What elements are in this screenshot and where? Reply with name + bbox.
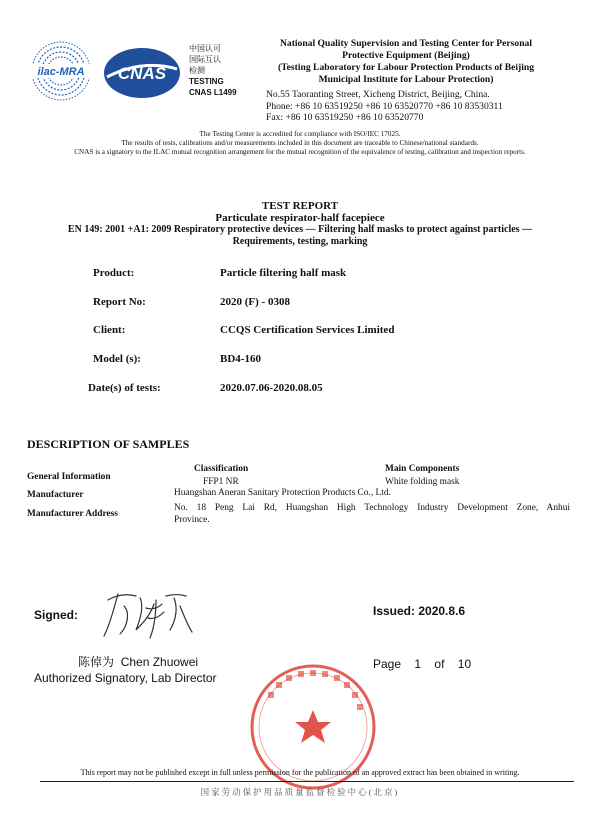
report-standard: EN 149: 2001 +A1: 2009 Respiratory protective devices — Filtering half masks to protect against particles — — [67, 224, 533, 235]
signed-label: Signed: — [34, 608, 78, 622]
issued-date — [373, 604, 465, 618]
testing-label: TESTING — [189, 77, 224, 86]
report-standard-cont: Requirements, testing, marking — [232, 235, 368, 247]
field-label-dates: Date(s) of tests: — [88, 382, 161, 394]
ilac-mra-logo — [30, 40, 92, 102]
page-of: of — [434, 657, 445, 671]
accred-line: The Testing Center is accredited for compliance with ISO/IEC 17025. — [199, 130, 401, 138]
phone: Phone: +86 10 63519250 +86 10 63520770 +86 10 83530311 — [266, 100, 503, 112]
org-line: National Quality Supervision and Testing Center for Personal — [279, 38, 533, 49]
accred-line: CNAS is a signatory to the ILAC mutual recognition arrangement for the mutual recognition of the equivalence of testing, calibration and inspection reports. — [74, 148, 526, 157]
samples-section-title: DESCRIPTION OF SAMPLES — [27, 437, 190, 451]
org-line: Protective Equipment (Beijing) — [342, 50, 470, 61]
footer-divider — [40, 781, 574, 782]
address-value-cont: Province. — [174, 515, 210, 525]
manufacturer-value: Huangshan Aneran Sanitary Protection Products Co., Ltd. — [174, 488, 391, 498]
accreditation-statement — [0, 130, 600, 158]
classification-header: Classification — [194, 464, 249, 474]
fax: Fax: +86 10 63519250 +86 10 63520770 — [266, 112, 424, 123]
cn-line: 国际互认 — [189, 55, 221, 64]
classification-value: FFP1 NR — [203, 477, 239, 487]
field-value-report-no: 2020 (F) - 0308 — [220, 296, 290, 308]
field-value-dates: 2020.07.06-2020.08.05 — [220, 382, 323, 394]
signatory-name-en: Chen Zhuowei — [120, 655, 199, 669]
issued-value: 2020.8.6 — [418, 604, 466, 618]
page-counter — [373, 657, 471, 671]
signatory-title: Authorized Signatory, Lab Director — [34, 671, 217, 685]
field-value-model: BD4-160 — [220, 353, 261, 365]
report-subtitle: Particulate respirator-half facepiece — [215, 212, 385, 224]
cn-line: 中国认可 — [189, 44, 221, 53]
cn-line: 检测 — [189, 66, 205, 75]
report-title: TEST REPORT — [261, 200, 339, 212]
org-line: (Testing Laboratory for Labour Protection Products of Beijing — [277, 62, 535, 73]
page-total: 10 — [457, 657, 472, 671]
signature-mark — [100, 586, 195, 646]
field-label-model: Model (s): — [93, 353, 141, 365]
address-value: No. 18 Peng Lai Rd, Huangshan High Technology Industry Development Zone, Anhui — [174, 503, 570, 513]
cnas-logo-text: CNAS — [117, 64, 167, 83]
footer-institution-cn: 国家劳动保护用品质量监督检验中心(北京) — [200, 787, 400, 797]
publication-note: This report may not be published except in full unless permission for the publication of an approved extract has been obtained in writing. — [80, 768, 520, 777]
page-label: Page — [373, 657, 402, 671]
field-label-product: Product: — [93, 267, 135, 279]
cnas-logo — [103, 47, 181, 99]
general-info-label: General Information — [27, 472, 111, 482]
cnas-accreditation-block — [189, 43, 237, 98]
ilac-logo-text: ilac-MRA — [37, 66, 85, 78]
address: No.55 Taoranting Street, Xicheng District, Beijing, China. — [266, 89, 490, 100]
signatory-name — [78, 653, 198, 670]
contact-block — [266, 89, 503, 124]
accred-line: The results of tests, calibrations and/or measurements included in this document are traceable to Chinese/national standards. — [121, 139, 479, 148]
signatory-name-cn: 陈倬为 — [78, 655, 115, 669]
seal-star-icon — [295, 710, 331, 743]
issued-label: Issued: — [373, 604, 416, 618]
org-line: Municipal Institute for Labour Protection) — [318, 74, 494, 85]
organization-name — [258, 38, 554, 86]
address-label: Manufacturer Address — [27, 509, 118, 519]
components-value: White folding mask — [385, 477, 460, 487]
manufacturer-label: Manufacturer — [27, 490, 84, 500]
page-current: 1 — [414, 657, 422, 671]
field-label-report-no: Report No: — [93, 296, 146, 308]
cnas-number: CNAS L1499 — [189, 88, 237, 97]
components-header: Main Components — [385, 464, 460, 474]
field-label-client: Client: — [93, 324, 126, 336]
field-value-client: CCQS Certification Services Limited — [220, 324, 395, 336]
field-value-product: Particle filtering half mask — [220, 267, 347, 279]
report-title-block — [0, 200, 600, 247]
